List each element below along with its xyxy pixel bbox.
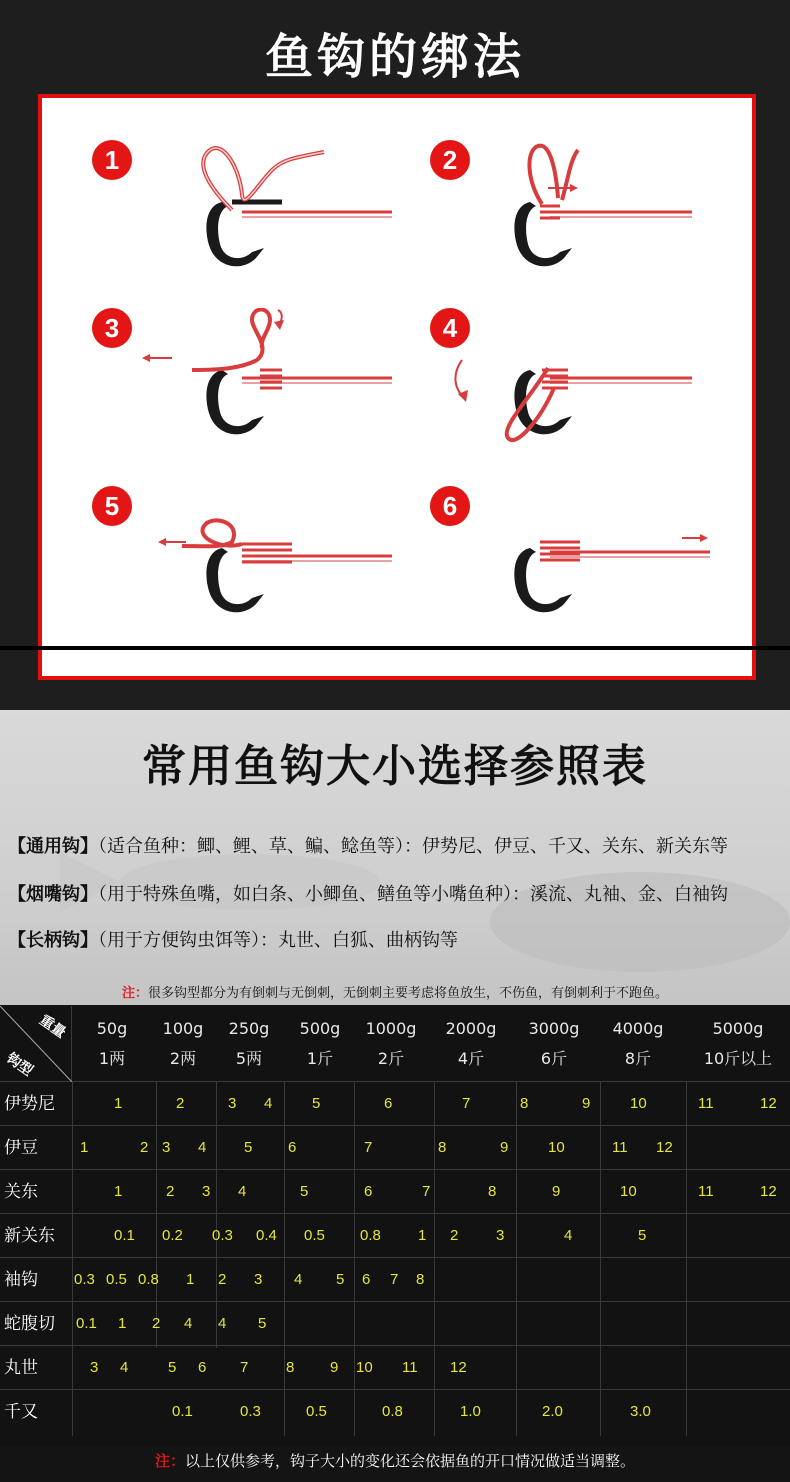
knot-step-1-illustration: [92, 140, 392, 300]
table-cell: 5: [300, 1183, 309, 1200]
table-cell: 4: [198, 1139, 207, 1156]
table-cell: 2: [450, 1227, 459, 1244]
table-cell: 4: [294, 1271, 303, 1288]
table-cell: 6: [384, 1095, 393, 1112]
header-col-5: 1000g 2斤: [365, 1019, 417, 1068]
table-cell: 0.8: [382, 1403, 403, 1420]
knot-steps-frame: [38, 94, 756, 680]
table-row-maruse: [0, 1346, 790, 1390]
table-row-chiyo: [0, 1390, 790, 1434]
table-cell: 2: [152, 1315, 161, 1332]
table-cell: 2: [218, 1271, 227, 1288]
table-cell: 7: [240, 1359, 249, 1376]
footer-note-label: 注：: [154, 1452, 185, 1470]
table-cell: 12: [760, 1095, 777, 1112]
table-cell: 1: [80, 1139, 89, 1156]
table-cell: 5: [258, 1315, 267, 1332]
table-cell: 4: [264, 1095, 273, 1112]
table-cell: 0.5: [304, 1227, 325, 1244]
table-cell: 3: [496, 1227, 505, 1244]
table-cell: 11: [612, 1139, 628, 1156]
knot-step-5-illustration: [92, 486, 392, 646]
table-cell: 0.2: [162, 1227, 183, 1244]
table-cell: 0.5: [306, 1403, 327, 1420]
barb-note-label: 注：: [121, 986, 148, 1001]
knot-step-2: [430, 140, 730, 300]
table-cell: 11: [698, 1095, 714, 1112]
table-cell: 10: [630, 1095, 647, 1112]
info-line-long: [8, 926, 458, 952]
header-col-7: 3000g 6斤: [528, 1019, 580, 1068]
step-5-badge: 5: [92, 486, 132, 526]
header-col-6: 2000g 4斤: [445, 1019, 497, 1068]
info-tag-pipe: 【烟嘴钩】: [8, 884, 98, 905]
table-cell: 12: [450, 1359, 467, 1376]
knot-guide-section: [0, 0, 790, 710]
table-cell: 4: [238, 1183, 247, 1200]
table-cell: 7: [462, 1095, 471, 1112]
row-label: 丸世: [4, 1358, 38, 1378]
table-cell: 9: [582, 1095, 591, 1112]
chart-title: 常用鱼钩大小选择参照表: [142, 741, 648, 792]
table-cell: 1: [418, 1227, 427, 1244]
info-tag-general: 【通用钩】: [8, 836, 98, 857]
table-cell: 3: [202, 1183, 211, 1200]
table-cell: 3: [254, 1271, 263, 1288]
row-label: 蛇腹切: [4, 1314, 55, 1334]
info-text-long: （用于方便钩虫饵等）：丸世、白狐、曲柄钩等: [98, 930, 458, 951]
step-1-badge: 1: [92, 140, 132, 180]
table-cell: 6: [288, 1139, 297, 1156]
step-3-badge: 3: [92, 308, 132, 348]
table-cell: 11: [402, 1359, 418, 1376]
info-panel: [0, 710, 790, 1005]
table-cell: 11: [698, 1183, 714, 1200]
table-cell: 5: [638, 1227, 647, 1244]
knot-guide-title: 鱼钩的绑法: [264, 29, 525, 85]
table-cell: 0.1: [76, 1315, 97, 1332]
header-col-8: 4000g 8斤: [612, 1019, 664, 1068]
table-cell: 9: [500, 1139, 509, 1156]
table-cell: 6: [362, 1271, 371, 1288]
table-cell: 0.1: [172, 1403, 193, 1420]
table-cell: 4: [218, 1315, 227, 1332]
knot-step-3-illustration: [92, 308, 392, 468]
table-cell: 0.8: [360, 1227, 381, 1244]
table-header: [0, 1006, 790, 1082]
table-cell: 3: [228, 1095, 237, 1112]
step-4-badge: 4: [430, 308, 470, 348]
table-cell: 0.3: [74, 1271, 95, 1288]
footer-note-text: 以上仅供参考，钩子大小的变化还会依据鱼的开口情况做适当调整。: [185, 1452, 636, 1470]
footer-note: [0, 1450, 790, 1471]
table-cell: 2: [140, 1139, 149, 1156]
table-row-sode: [0, 1258, 790, 1302]
info-line-general: [8, 832, 728, 858]
table-cell: 4: [120, 1359, 129, 1376]
table-cell: 8: [488, 1183, 497, 1200]
row-label: 关东: [4, 1182, 38, 1202]
corner-weight-label: 重量: [36, 1012, 69, 1042]
step-6-badge: 6: [430, 486, 470, 526]
table-cell: 9: [552, 1183, 561, 1200]
info-text-general: （适合鱼种：鲫、鲤、草、鳊、鲶鱼等）：伊势尼、伊豆、千又、关东、新关东等: [98, 836, 728, 857]
table-cell: 6: [198, 1359, 207, 1376]
knot-step-6: [430, 486, 730, 646]
table-cell: 2: [166, 1183, 175, 1200]
knot-step-3: [92, 308, 392, 468]
header-col-1: 50g 1两: [96, 1019, 128, 1068]
table-row-izu: [0, 1126, 790, 1170]
table-cell: 12: [760, 1183, 777, 1200]
table-cell: 4: [184, 1315, 193, 1332]
barb-note: [0, 982, 790, 1001]
header-col-3: 250g 5两: [228, 1019, 270, 1068]
table-row-kanto: [0, 1170, 790, 1214]
table-cell: 8: [520, 1095, 529, 1112]
table-cell: 1: [186, 1271, 195, 1288]
step-2-badge: 2: [430, 140, 470, 180]
info-text-pipe: （用于特殊鱼嘴，如白条、小鲫鱼、鳝鱼等小嘴鱼种）：溪流、丸袖、金、白袖钩: [98, 884, 728, 905]
knot-step-4: [430, 308, 730, 468]
table-cell: 7: [364, 1139, 373, 1156]
knot-step-5: [92, 486, 392, 646]
row-label: 新关东: [4, 1226, 55, 1246]
knot-step-1: [92, 140, 392, 300]
table-cell: 7: [390, 1271, 399, 1288]
table-cell: 10: [548, 1139, 565, 1156]
table-cell: 3.0: [630, 1403, 651, 1420]
table-cell: 4: [564, 1227, 573, 1244]
table-cell: 6: [364, 1183, 373, 1200]
size-table: [0, 1006, 790, 1446]
info-tag-long: 【长柄钩】: [8, 930, 98, 951]
table-cell: 9: [330, 1359, 339, 1376]
info-line-pipe: [8, 880, 728, 906]
table-cell: 2: [176, 1095, 185, 1112]
table-row-new-kanto: [0, 1214, 790, 1258]
row-label: 伊豆: [4, 1138, 38, 1158]
table-cell: 8: [438, 1139, 447, 1156]
table-cell: 10: [356, 1359, 373, 1376]
table-cell: 5: [312, 1095, 321, 1112]
knot-step-6-illustration: [430, 486, 730, 646]
hook-size-section: [0, 710, 790, 1482]
knot-step-2-illustration: [430, 140, 730, 300]
table-cell: 1: [114, 1095, 123, 1112]
row-label: 伊势尼: [4, 1094, 55, 1114]
row-label: 千又: [4, 1402, 38, 1422]
table-cell: 0.5: [106, 1271, 127, 1288]
table-cell: 12: [656, 1139, 673, 1156]
table-row-jabara: [0, 1302, 790, 1346]
table-cell: 10: [620, 1183, 637, 1200]
table-cell: 3: [90, 1359, 99, 1376]
table-cell: 0.3: [212, 1227, 233, 1244]
table-cell: 2.0: [542, 1403, 563, 1420]
table-cell: 1.0: [460, 1403, 481, 1420]
table-cell: 7: [422, 1183, 431, 1200]
table-cell: 8: [416, 1271, 425, 1288]
table-cell: 1: [114, 1183, 123, 1200]
corner-type-label: 钩型: [3, 1050, 36, 1080]
table-cell: 5: [244, 1139, 253, 1156]
table-cell: 0.8: [138, 1271, 159, 1288]
table-cell: 5: [168, 1359, 177, 1376]
table-row-iseni: [0, 1082, 790, 1126]
divider-line: [0, 646, 790, 650]
header-col-4: 500g 1斤: [299, 1019, 341, 1068]
table-cell: 0.4: [256, 1227, 277, 1244]
table-cell: 8: [286, 1359, 295, 1376]
table-cell: 3: [162, 1139, 171, 1156]
header-col-2: 100g 2两: [162, 1019, 204, 1068]
table-cell: 5: [336, 1271, 345, 1288]
corner-cell: [0, 1006, 72, 1082]
header-col-9: 5000g 10斤以上: [703, 1019, 773, 1068]
knot-step-4-illustration: [430, 308, 730, 468]
barb-note-text: 很多钩型都分为有倒刺与无倒刺，无倒刺主要考虑将鱼放生，不伤鱼，有倒刺利于不跑鱼。: [148, 986, 669, 1001]
table-cell: 0.1: [114, 1227, 135, 1244]
table-cell: 1: [118, 1315, 127, 1332]
table-cell: 0.3: [240, 1403, 261, 1420]
row-label: 袖钩: [4, 1270, 38, 1290]
